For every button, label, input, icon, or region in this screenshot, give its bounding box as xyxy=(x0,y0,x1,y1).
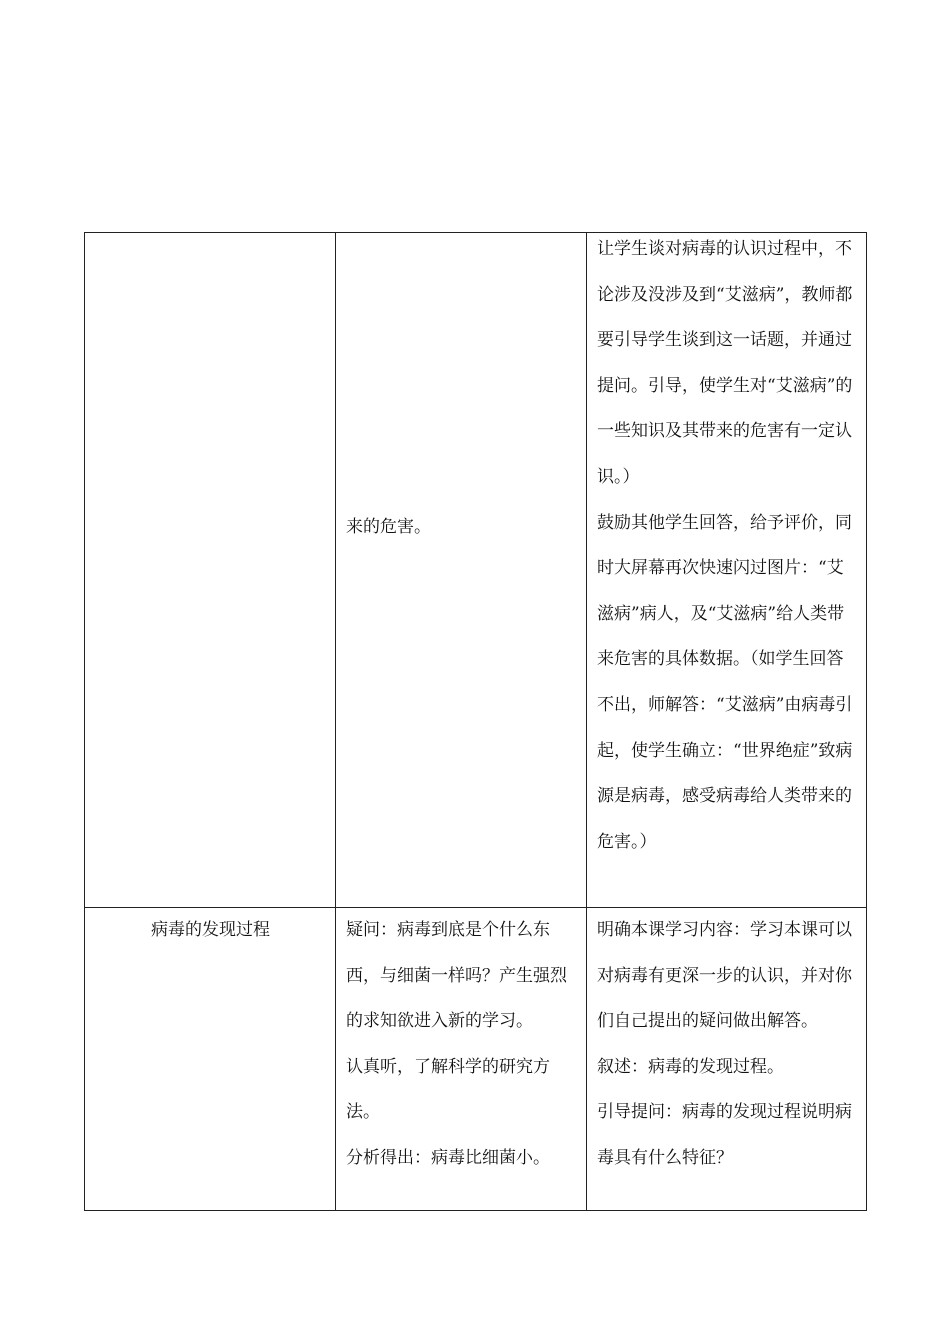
topic-cell: 病毒的发现过程 xyxy=(85,908,336,1211)
student-activity-paragraph: 认真听，了解科学的研究方法。 xyxy=(346,1056,550,1123)
student-activity-cell xyxy=(336,908,587,1211)
teacher-activity-paragraph: 鼓励其他学生回答，给予评价，同时大屏幕再次快速闪过图片：“艾滋病”病人，及“艾滋病”给人类带来危害的具体数据。（如学生回答不出，师解答：“艾滋病”由病毒引起，使学生确立：“世界绝症”致病源是病毒，感受病毒给人类带来的危害。） xyxy=(597,512,853,852)
table-row xyxy=(85,233,867,908)
teacher-activity-cell xyxy=(587,233,867,908)
lesson-plan-table xyxy=(84,232,867,1211)
teacher-activity-cell xyxy=(587,908,867,1211)
teacher-activity-paragraph: 让学生谈对病毒的认识过程中，不论涉及没涉及到“艾滋病”，教师都要引导学生谈到这一话题，并通过提问。引导，使学生对“艾滋病”的一些知识及其带来的危害有一定认识。） xyxy=(597,239,853,487)
teacher-activity-paragraph: 叙述：病毒的发现过程。 xyxy=(597,1056,784,1077)
student-activity-text: 来的危害。 xyxy=(346,517,431,537)
student-activity-cell xyxy=(336,233,587,908)
teacher-activity-paragraph: 明确本课学习内容：学习本课可以对病毒有更深一步的认识，并对你们自己提出的疑问做出解答。 xyxy=(597,920,852,1032)
student-activity-paragraph: 疑问：病毒到底是个什么东西，与细菌一样吗？产生强烈的求知欲进入新的学习。 xyxy=(346,920,567,1032)
teacher-activity-paragraph: 引导提问：病毒的发现过程说明病毒具有什么特征？ xyxy=(597,1102,852,1168)
table-row xyxy=(85,908,867,1211)
student-activity-paragraph: 分析得出：病毒比细菌小。 xyxy=(346,1147,550,1168)
topic-cell xyxy=(85,233,336,908)
